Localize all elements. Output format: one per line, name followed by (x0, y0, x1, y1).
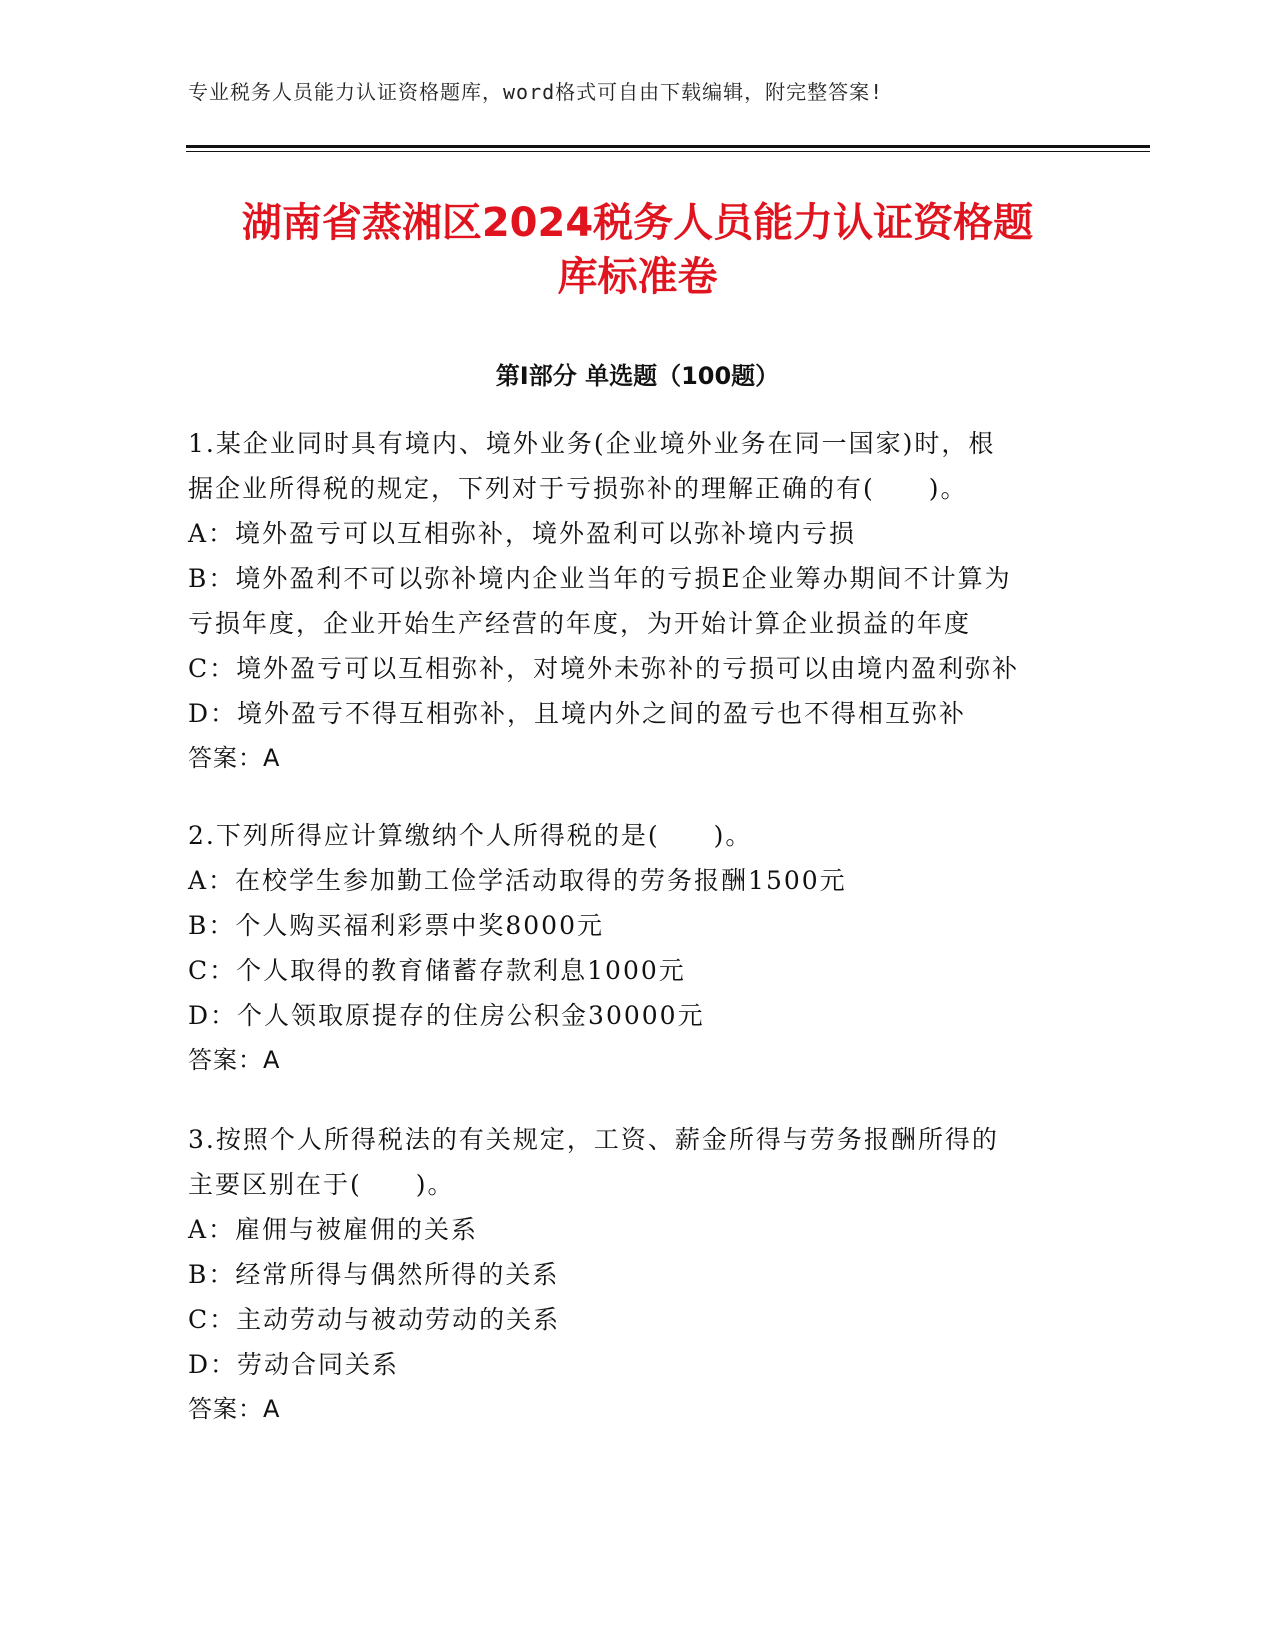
question-stem-line: 据企业所得税的规定，下列对于亏损弥补的理解正确的有( )。 (188, 474, 968, 503)
option-b: B：境外盈利不可以弥补境内企业当年的亏损E企业筹办期间不计算为 (188, 564, 1012, 593)
option-d: D：境外盈亏不得互相弥补，且境内外之间的盈亏也不得相互弥补 (188, 699, 967, 728)
question-1 (188, 421, 1108, 781)
question-stem-line: 2.下列所得应计算缴纳个人所得税的是( )。 (188, 821, 753, 850)
answer: 答案：A (188, 1395, 281, 1423)
option-c: C：境外盈亏可以互相弥补，对境外未弥补的亏损可以由境内盈利弥补 (188, 654, 1020, 683)
answer: 答案：A (188, 1046, 281, 1074)
option-b: B：个人购买福利彩票中奖8000元 (188, 911, 604, 940)
option-a: A：在校学生参加勤工俭学活动取得的劳务报酬1500元 (188, 866, 847, 895)
option-c: C：主动劳动与被动劳动的关系 (188, 1305, 561, 1334)
option-b-continued: 亏损年度，企业开始生产经营的年度，为开始计算企业损益的年度 (188, 609, 972, 638)
question-3 (188, 1117, 1108, 1432)
option-d: D：个人领取原提存的住房公积金30000元 (188, 1001, 705, 1030)
header-divider-thick (186, 145, 1150, 148)
question-stem-line: 3.按照个人所得税法的有关规定，工资、薪金所得与劳务报酬所得的 (188, 1125, 999, 1154)
option-c: C：个人取得的教育储蓄存款利息1000元 (188, 956, 686, 985)
question-stem-line: 1.某企业同时具有境内、境外业务(企业境外业务在同一国家)时，根 (188, 429, 996, 458)
option-b: B：经常所得与偶然所得的关系 (188, 1260, 560, 1289)
option-d: D：劳动合同关系 (188, 1350, 400, 1379)
option-a: A：境外盈亏可以互相弥补，境外盈利可以弥补境内亏损 (188, 519, 857, 548)
answer: 答案：A (188, 744, 281, 772)
document-title-line-2: 库标准卷 (557, 254, 718, 300)
document-title (160, 196, 1115, 304)
header-note: 专业税务人员能力认证资格题库，word格式可自由下载编辑，附完整答案! (188, 80, 884, 104)
question-2 (188, 813, 1108, 1083)
option-a: A：雇佣与被雇佣的关系 (188, 1215, 479, 1244)
question-stem-line: 主要区别在于( )。 (188, 1170, 455, 1199)
section-title: 第Ⅰ部分 单选题（100题） (495, 362, 780, 390)
header-divider-thin (186, 151, 1150, 152)
document-title-line-1: 湖南省蒸湘区2024税务人员能力认证资格题 (241, 200, 1034, 246)
